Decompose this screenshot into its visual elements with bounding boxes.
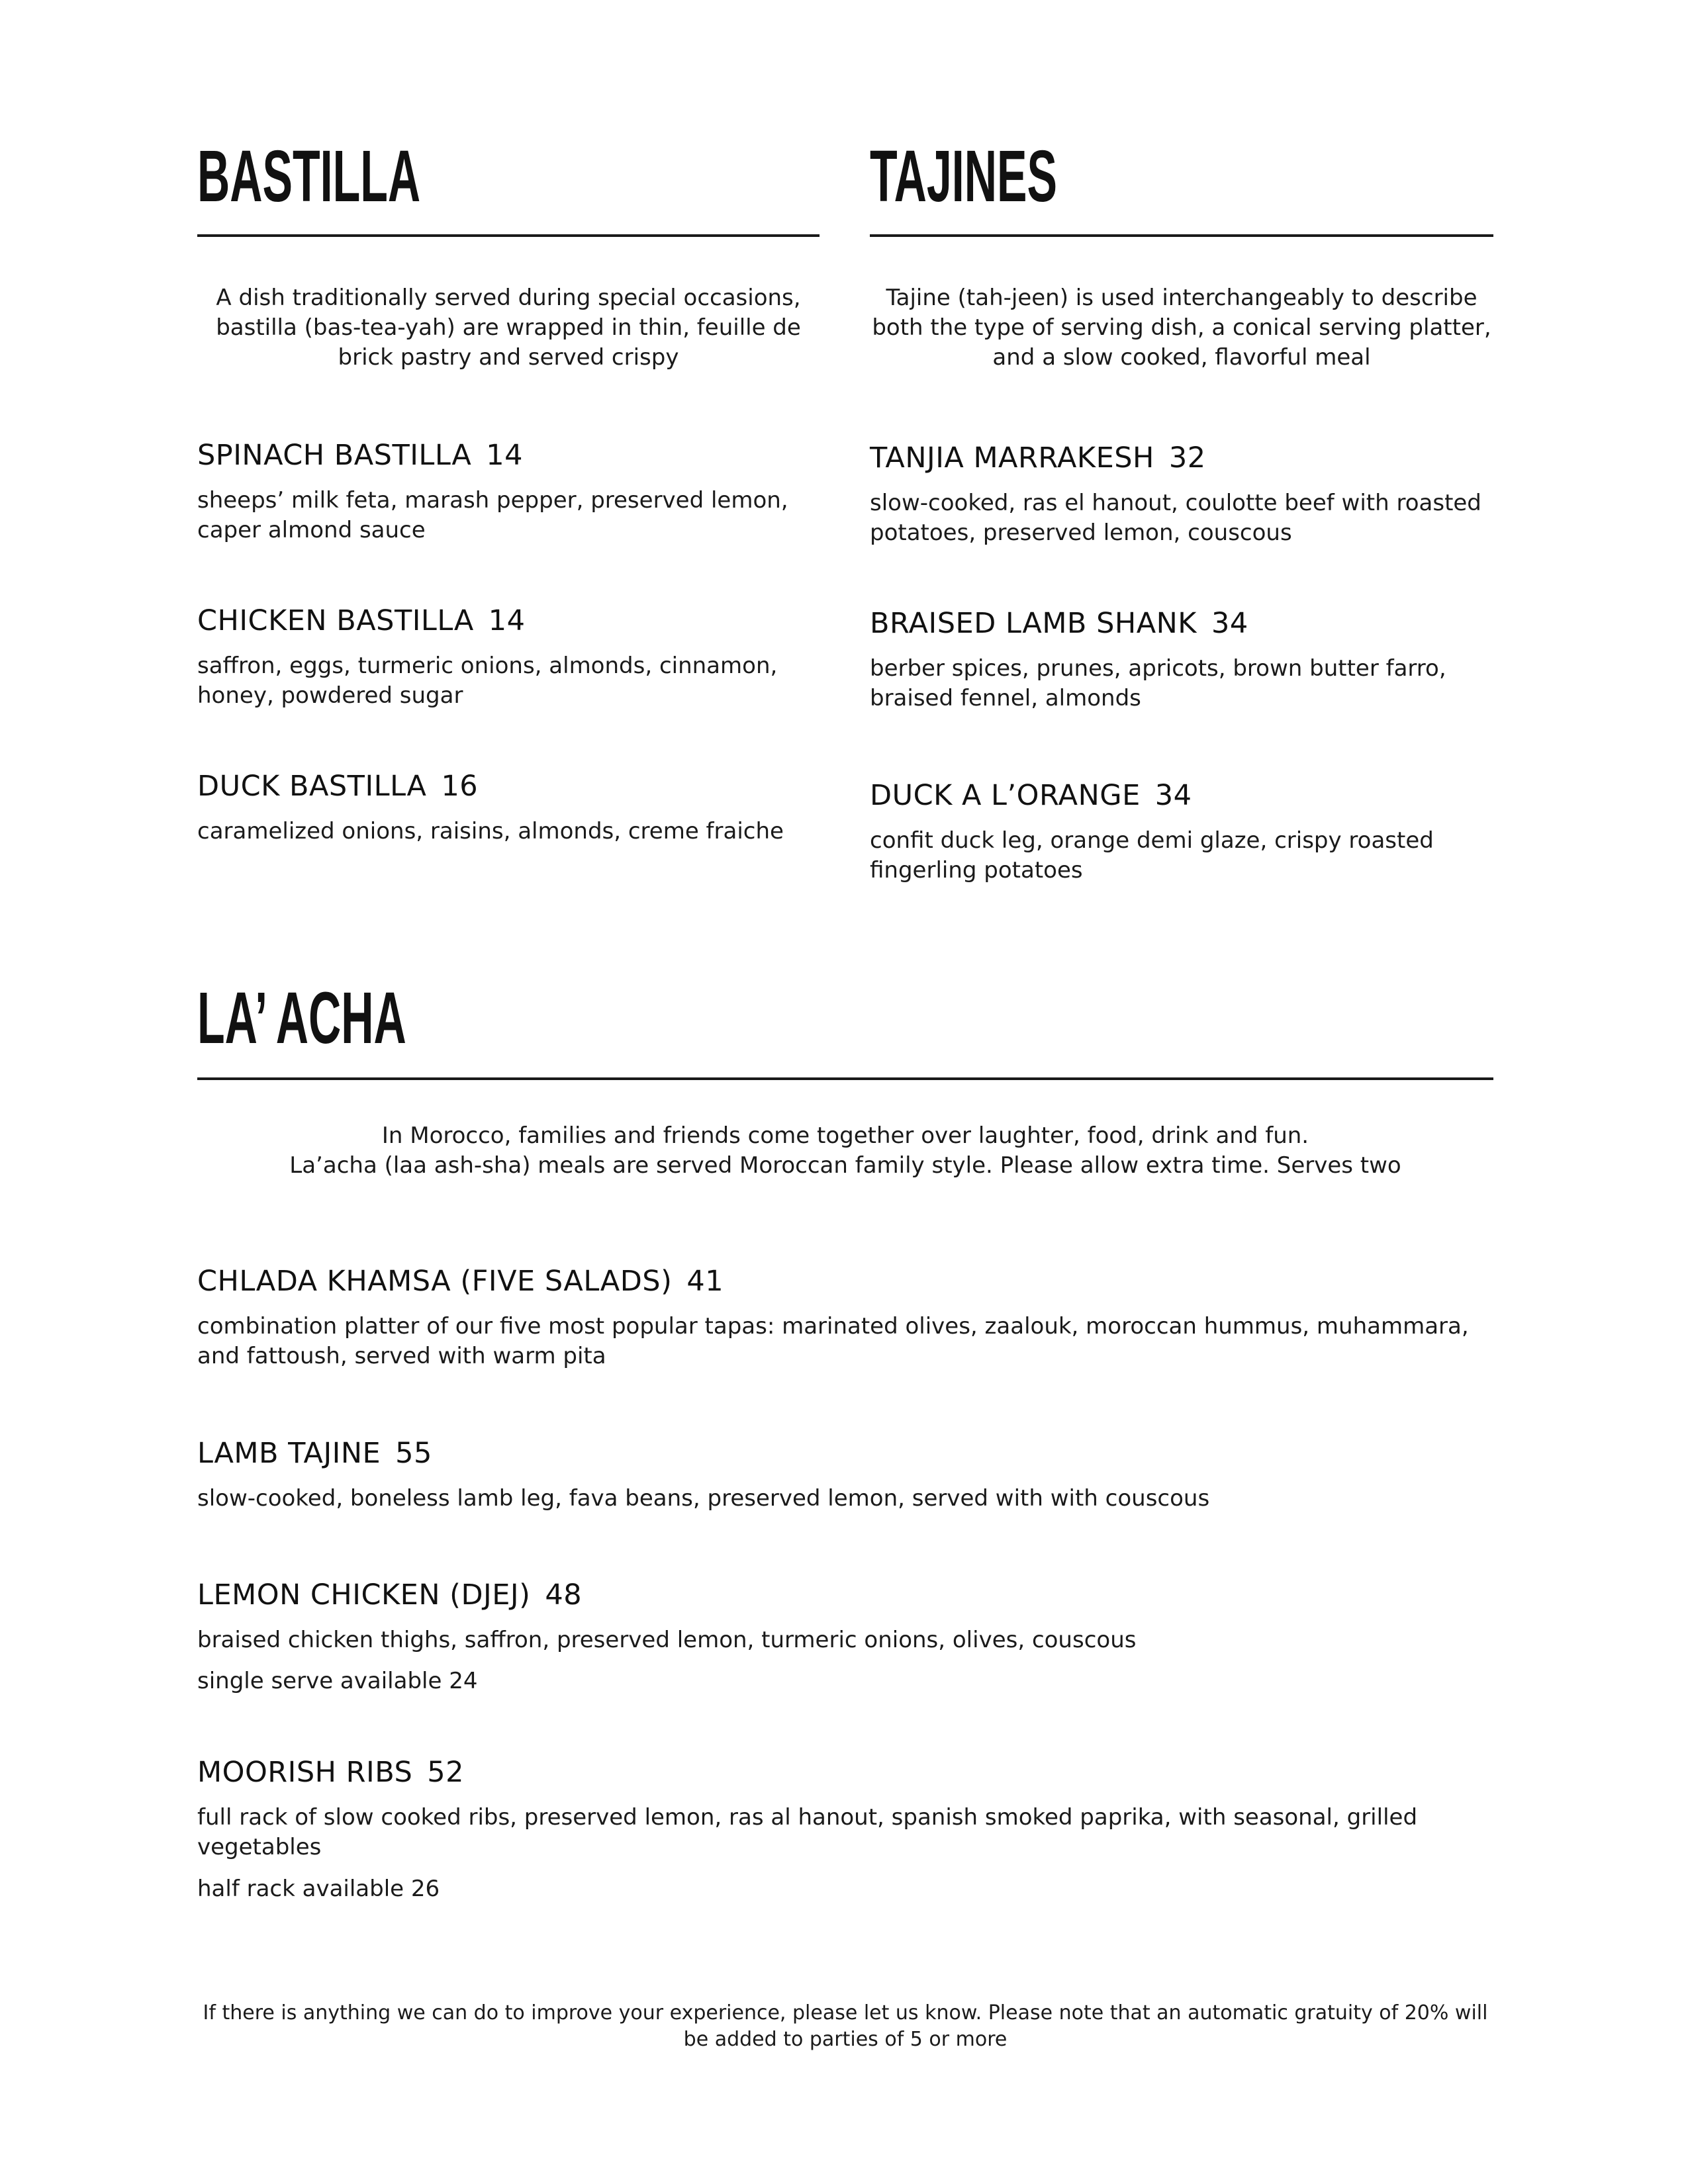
- menu-item-spinach-bastilla: [197, 438, 523, 473]
- item-price: 55: [395, 1437, 432, 1470]
- gratuity-note: If there is anything we can do to improve your experience, please let us know. Please note that an automatic gratuity of 20% will be added to parties of 5 or more: [203, 2001, 1488, 2051]
- item-price: 41: [686, 1265, 724, 1298]
- item-name: MOORISH RIBS: [197, 1756, 413, 1789]
- item-price: 16: [441, 770, 479, 803]
- item-name: BRAISED LAMB SHANK: [870, 607, 1197, 640]
- menu-item-lemon-chicken: [197, 1578, 582, 1612]
- item-description: berber spices, prunes, apricots, brown butter farro, braised fennel, almonds: [870, 655, 1446, 711]
- item-price: 34: [1211, 607, 1248, 640]
- item-description: sheeps’ milk feta, marash pepper, preserved lemon, caper almond sauce: [197, 487, 788, 543]
- menu-item-duck-a-lorange: [870, 778, 1192, 813]
- menu-item-tanjia-marrakesh: [870, 441, 1206, 475]
- item-note: half rack available 26: [197, 1876, 440, 1902]
- item-name: DUCK A L’ORANGE: [870, 779, 1141, 812]
- item-name: LEMON CHICKEN (DJEJ): [197, 1578, 531, 1612]
- menu-item-braised-lamb-shank: [870, 606, 1248, 641]
- item-note: single serve available 24: [197, 1668, 478, 1694]
- menu-item-duck-bastilla: [197, 769, 478, 803]
- laacha-title: LA’ ACHA: [197, 978, 406, 1059]
- item-price: 52: [427, 1756, 464, 1789]
- laacha-intro: [197, 1121, 1493, 1181]
- item-price: 48: [545, 1578, 583, 1612]
- item-price: 34: [1154, 779, 1192, 812]
- menu-item-lamb-tajine: [197, 1436, 432, 1471]
- item-description: confit duck leg, orange demi glaze, crispy roasted fingerling potatoes: [870, 827, 1434, 884]
- bastilla-divider: [197, 234, 820, 237]
- item-description: caramelized onions, raisins, almonds, creme fraiche: [197, 818, 784, 844]
- laacha-divider: [197, 1077, 1493, 1080]
- item-name: LAMB TAJINE: [197, 1437, 381, 1470]
- menu-item-chicken-bastilla: [197, 604, 525, 638]
- item-description: braised chicken thighs, saffron, preserved lemon, turmeric onions, olives, couscous: [197, 1627, 1137, 1653]
- item-description: full rack of slow cooked ribs, preserved lemon, ras al hanout, spanish smoked paprika, with seasonal, grilled vegetables: [197, 1804, 1418, 1860]
- tajines-title: TAJINES: [870, 136, 1057, 217]
- menu-item-chlada-khamsa: [197, 1264, 724, 1298]
- tajines-divider: [870, 234, 1493, 237]
- item-name: DUCK BASTILLA: [197, 770, 427, 803]
- item-description: saffron, eggs, turmeric onions, almonds, cinnamon, honey, powdered sugar: [197, 653, 778, 709]
- menu-item-moorish-ribs: [197, 1755, 464, 1790]
- item-name: CHICKEN BASTILLA: [197, 604, 474, 637]
- item-description: slow-cooked, ras el hanout, coulotte beef with roasted potatoes, preserved lemon, couscous: [870, 490, 1481, 546]
- laacha-intro-line-1: In Morocco, families and friends come together over laughter, food, drink and fun.: [381, 1122, 1309, 1149]
- item-price: 32: [1168, 441, 1206, 475]
- item-name: TANJIA MARRAKESH: [870, 441, 1154, 475]
- bastilla-title: BASTILLA: [197, 136, 421, 217]
- item-price: 14: [486, 439, 523, 472]
- item-name: SPINACH BASTILLA: [197, 439, 472, 472]
- bastilla-intro: A dish traditionally served during special occasions, bastilla (bas-tea-yah) are wrapped in thin, feuille de brick pastry and served crispy: [216, 285, 801, 371]
- tajines-intro: Tajine (tah-jeen) is used interchangeably to describe both the type of serving dish, a conical serving platter, and a slow cooked, flavorful meal: [872, 285, 1491, 371]
- item-description: slow-cooked, boneless lamb leg, fava beans, preserved lemon, served with with couscous: [197, 1485, 1210, 1512]
- item-price: 14: [488, 604, 526, 637]
- item-description: combination platter of our five most popular tapas: marinated olives, zaalouk, moroccan hummus, muhammara, and fattoush, served with warm pita: [197, 1313, 1469, 1369]
- item-name: CHLADA KHAMSA (FIVE SALADS): [197, 1265, 673, 1298]
- laacha-intro-line-2: La’acha (laa ash-sha) meals are served Moroccan family style. Please allow extra time. Serves two: [289, 1152, 1401, 1179]
